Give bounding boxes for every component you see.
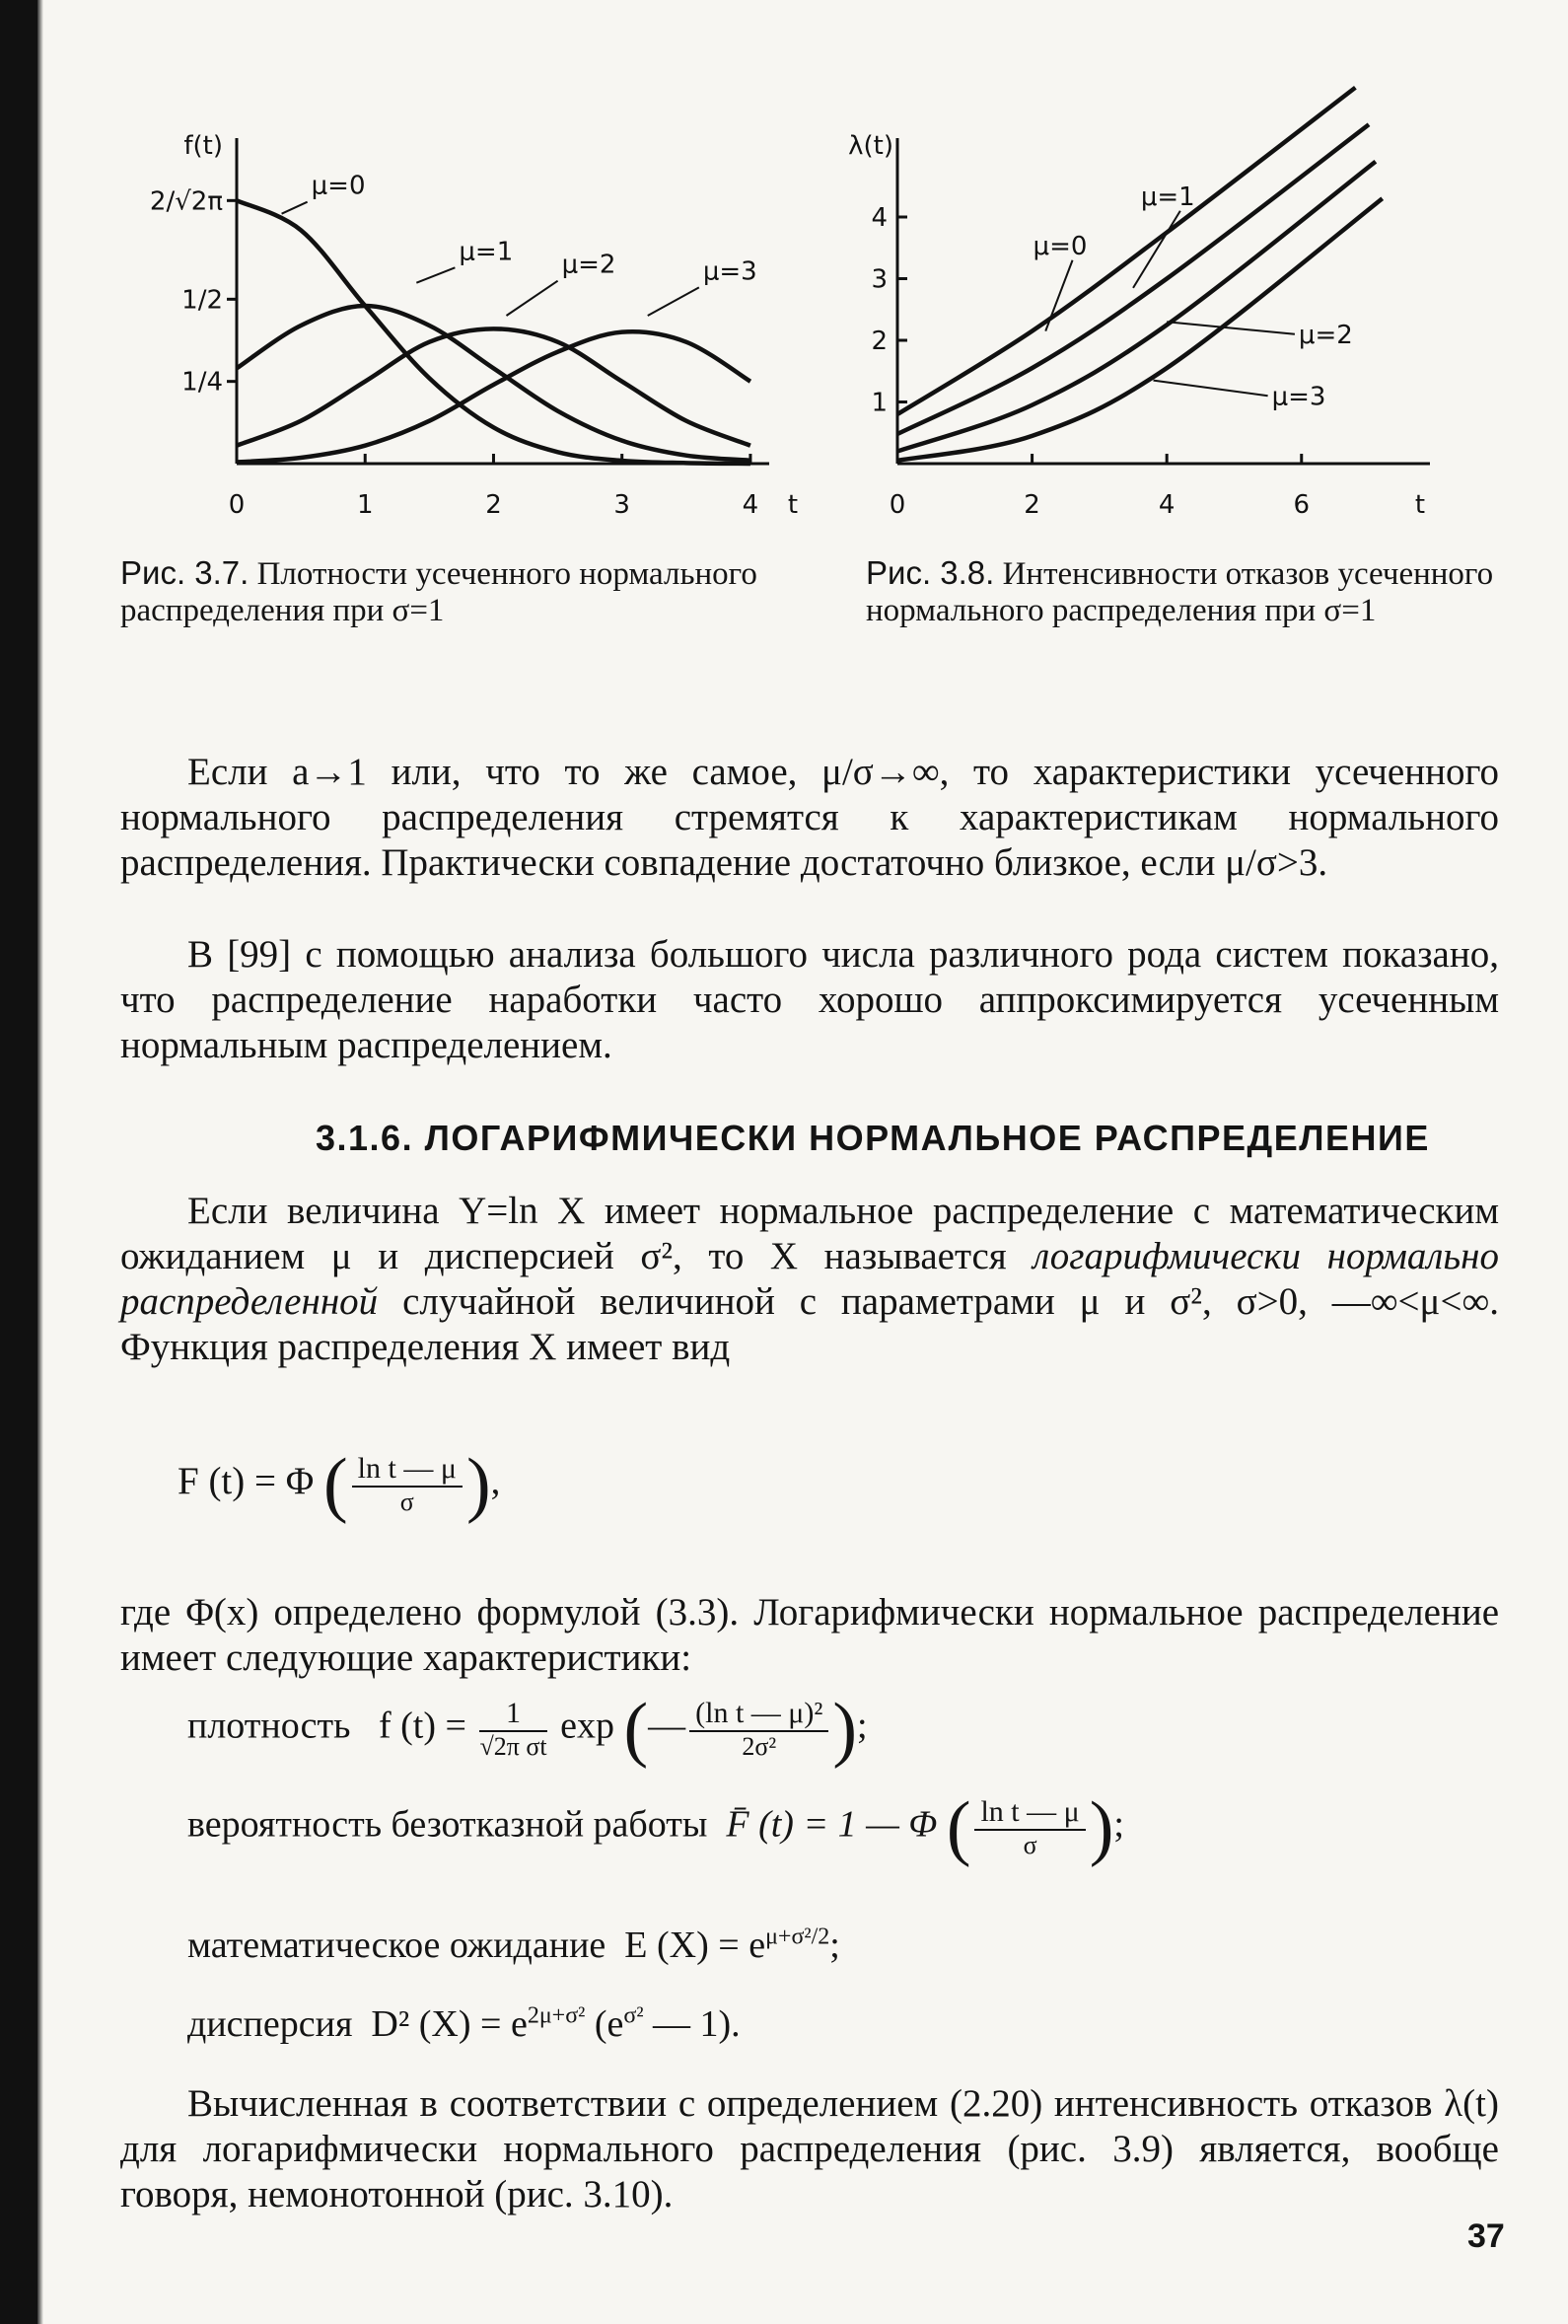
characteristic-variance bbox=[187, 2002, 741, 2046]
curve-μ=0 bbox=[897, 88, 1355, 414]
density-tail: ; bbox=[857, 1705, 868, 1747]
curve-label: μ=1 bbox=[459, 237, 514, 267]
y-axis-label: λ(t) bbox=[848, 131, 893, 161]
x-tick-label: 4 bbox=[742, 490, 759, 520]
variance-exponent: 2μ+σ² bbox=[527, 2002, 586, 2029]
paragraph-4: где Φ(x) определено формулой (3.3). Логарифмически нормальное распределение имеет следующие характеристики: bbox=[120, 1591, 1499, 1679]
reliability-close-paren: ) bbox=[1089, 1787, 1114, 1868]
y-tick-label: 1 bbox=[871, 388, 888, 418]
density-exp-denominator: 2σ² bbox=[742, 1732, 777, 1761]
y-tick-label: 3 bbox=[871, 264, 888, 295]
curve-label-leader bbox=[648, 287, 699, 316]
figure-3-8-caption bbox=[866, 554, 1497, 629]
curve-μ=3 bbox=[237, 331, 750, 462]
paragraph-2: В [99] с помощью анализа большого числа различного рода систем показано, что распределение наработки часто хорошо аппроксимируется усеченным нормальным распределением. bbox=[120, 933, 1499, 1066]
x-axis-label: t bbox=[787, 490, 799, 520]
density-fraction bbox=[479, 1697, 546, 1762]
formula-F-lhs: F (t) = Φ bbox=[178, 1459, 315, 1502]
paragraph-3-start: Если величина Y=ln X имеет нормальное распределение с математическим ожиданием μ и дисперсией σ², то X называется bbox=[120, 1190, 1499, 1277]
formula-F-denominator: σ bbox=[399, 1488, 414, 1516]
paragraph-1: Если a→1 или, что то же самое, μ/σ→∞, то характеристики усеченного нормального распределения стремятся к характеристикам нормального распределения. Практически совпадение достаточно близкое, если μ/σ>3. bbox=[120, 751, 1499, 884]
figure-3-7 bbox=[99, 118, 828, 543]
curve-label-leader bbox=[1167, 322, 1295, 334]
section-heading: 3.1.6. ЛОГАРИФМИЧЕСКИ НОРМАЛЬНОЕ РАСПРЕДЕЛЕНИЕ bbox=[316, 1118, 1430, 1158]
reliability-lhs: F̄ (t) = 1 — Φ bbox=[726, 1803, 938, 1846]
variance-mid: (e bbox=[585, 2003, 624, 2045]
formula-F-open-paren: ( bbox=[323, 1444, 348, 1525]
reliability-numerator: ln t — μ bbox=[974, 1795, 1085, 1831]
variance-expr: D² (X) = e bbox=[371, 2003, 528, 2045]
formula-distribution-function bbox=[178, 1444, 501, 1525]
reliability-open-paren: ( bbox=[946, 1787, 971, 1868]
density-label: плотность bbox=[187, 1705, 351, 1747]
curve-label: μ=3 bbox=[1271, 382, 1326, 412]
density-open-paren: ( bbox=[623, 1689, 649, 1770]
formula-F-close-paren: ) bbox=[465, 1444, 491, 1525]
mean-exponent: μ+σ²/2 bbox=[765, 1924, 830, 1950]
figure-3-7-caption bbox=[120, 554, 771, 629]
curve-label: μ=0 bbox=[311, 171, 366, 201]
figure-3-8-chart bbox=[848, 118, 1499, 543]
curve-label-leader bbox=[506, 281, 557, 316]
page-binding-shadow bbox=[37, 0, 43, 2324]
density-close-paren: ) bbox=[832, 1689, 858, 1770]
x-tick-label: 3 bbox=[613, 490, 630, 520]
curve-label-leader bbox=[416, 267, 455, 282]
density-exp-numerator: (ln t — μ)² bbox=[689, 1697, 828, 1732]
x-tick-label: 4 bbox=[1158, 490, 1176, 520]
curve-label: μ=3 bbox=[702, 256, 757, 287]
y-tick-label: 1/4 bbox=[181, 367, 223, 398]
x-tick-label: 1 bbox=[356, 490, 374, 520]
paragraph-3-end: случайной величиной с параметрами μ и σ², σ>0, —∞<μ<∞. Функция распределения X имеет вид bbox=[120, 1280, 1499, 1368]
curve-label-leader bbox=[1154, 381, 1268, 397]
x-tick-label: 2 bbox=[485, 490, 502, 520]
density-denominator: √2π σt bbox=[479, 1732, 547, 1761]
paragraph-3-emphasis: логарифмически нормально распределенной bbox=[120, 1235, 1499, 1323]
page-binding-edge bbox=[0, 0, 37, 2324]
curve-label: μ=2 bbox=[561, 250, 616, 280]
curve-label: μ=0 bbox=[1033, 231, 1088, 261]
y-tick-label: 2 bbox=[871, 327, 888, 356]
y-axis-label: f(t) bbox=[183, 131, 223, 161]
variance-exponent-2: σ² bbox=[623, 2002, 644, 2029]
reliability-label: вероятность безотказной работы bbox=[187, 1803, 708, 1846]
y-tick-label: 1/2 bbox=[181, 285, 223, 316]
characteristic-density: плотность f (t) = $\frac{1}{\text{√2π σt}}$ exp (— $\frac{\text{(ln t — μ)²}}{\text{2σ²}}$ ); bbox=[187, 1689, 868, 1770]
mean-label: математическое ожидание bbox=[187, 1925, 606, 1966]
x-tick-label: 6 bbox=[1293, 490, 1311, 520]
figure-3-7-caption-text: Плотности усеченного нормального распределения при σ=1 bbox=[120, 556, 757, 628]
formula-F-fraction bbox=[352, 1452, 463, 1517]
figure-3-8-caption-text: Интенсивности отказов усеченного нормального распределения при σ=1 bbox=[866, 556, 1494, 628]
paragraph-5: Вычисленная в соответствии с определением (2.20) интенсивность отказов λ(t) для логарифмически нормального распределения (рис. 3.9) является, вообще говоря, немонотонной (рис. 3.10). bbox=[120, 2082, 1499, 2215]
x-tick-label: 0 bbox=[228, 490, 246, 520]
x-axis-label: t bbox=[1414, 490, 1426, 520]
density-numerator: 1 bbox=[479, 1697, 546, 1732]
variance-label: дисперсия bbox=[187, 2003, 353, 2045]
curve-label-leader bbox=[282, 202, 308, 214]
paragraph-3 bbox=[120, 1189, 1499, 1370]
reliability-tail: ; bbox=[1113, 1803, 1124, 1846]
characteristic-reliability bbox=[187, 1787, 1124, 1868]
y-tick-label: 2/√2π bbox=[149, 186, 223, 217]
mean-tail: ; bbox=[829, 1925, 840, 1966]
figure-3-7-caption-label: Рис. 3.7. bbox=[120, 554, 249, 591]
reliability-denominator: σ bbox=[1023, 1831, 1037, 1859]
x-tick-label: 0 bbox=[889, 490, 906, 520]
figure-3-8-caption-label: Рис. 3.8. bbox=[866, 554, 995, 591]
formula-F-numerator: ln t — μ bbox=[352, 1452, 463, 1488]
reliability-fraction bbox=[974, 1795, 1085, 1860]
curve-label: μ=1 bbox=[1140, 182, 1195, 212]
density-exp: exp bbox=[560, 1705, 614, 1747]
characteristic-mean bbox=[187, 1924, 840, 1967]
y-tick-label: 4 bbox=[871, 203, 888, 233]
page-number: 37 bbox=[1467, 2217, 1505, 2255]
curve-label-leader bbox=[1045, 260, 1072, 331]
density-exp-fraction bbox=[689, 1697, 828, 1762]
mean-expr: E (X) = e bbox=[624, 1925, 766, 1966]
figure-3-7-chart bbox=[99, 118, 828, 543]
formula-F-tail: , bbox=[490, 1459, 501, 1502]
curve-label: μ=2 bbox=[1298, 320, 1353, 350]
variance-tail: — 1). bbox=[643, 2003, 741, 2045]
x-tick-label: 2 bbox=[1024, 490, 1040, 520]
figure-3-8 bbox=[848, 118, 1499, 543]
density-lhs: f (t) = bbox=[379, 1705, 466, 1747]
